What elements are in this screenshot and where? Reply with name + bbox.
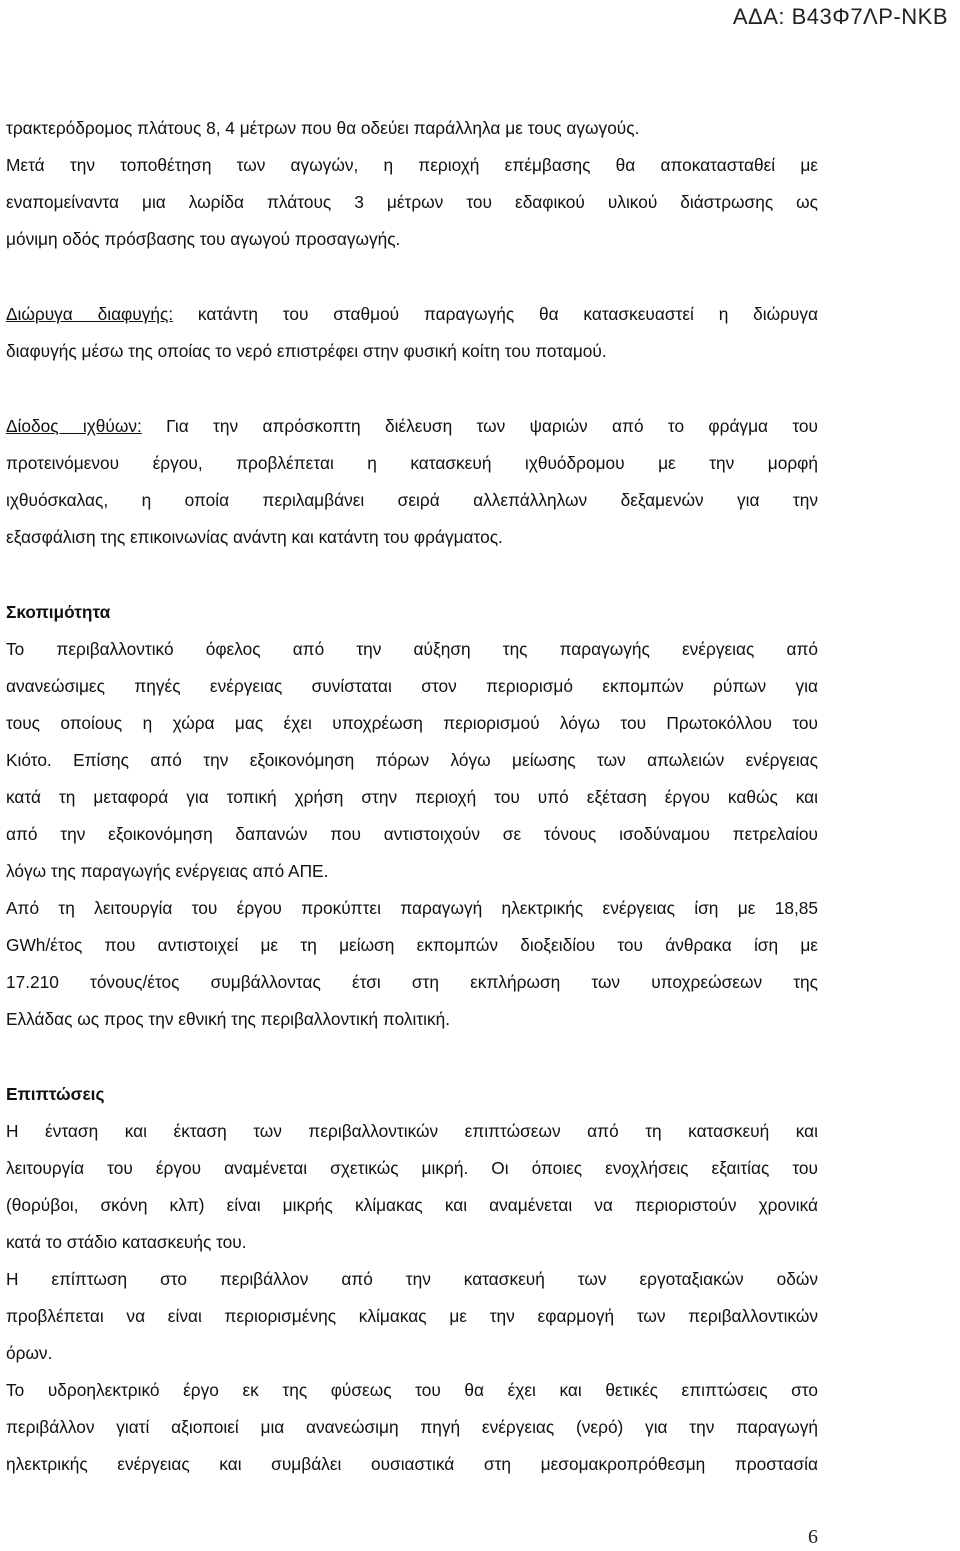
- paragraph-spacer: [6, 1038, 818, 1076]
- section-heading-epiptoseis: Επιπτώσεις: [6, 1084, 105, 1104]
- page-number: 6: [808, 1526, 818, 1548]
- paragraph-text: Για την απρόσκοπτη διέλευση των ψαριών από το φράγμα του: [141, 416, 818, 436]
- paragraph-line: εξασφάλιση της επικοινωνίας ανάντη και κατάντη του φράγματος.: [6, 527, 503, 547]
- paragraph-line: [6, 296, 818, 333]
- paragraph-line: τους οποίους η χώρα μας έχει υποχρέωση περιορισμού λόγω του Πρωτοκόλλου του: [6, 713, 818, 733]
- paragraph-line: Η ένταση και έκταση των περιβαλλοντικών επιπτώσεων από τη κατασκευή και: [6, 1121, 818, 1141]
- term-diorygа-diafygis: Διώρυγα διαφυγής:: [6, 304, 174, 324]
- paragraph-line: Μετά την τοποθέτηση των αγωγών, η περιοχή επέμβασης θα αποκατασταθεί με: [6, 155, 818, 175]
- term-diodos-ichthyon: Δίοδος ιχθύων:: [6, 416, 142, 436]
- paragraph-line: από την εξοικονόμηση δαπανών που αντιστοιχούν σε τόνους ισοδύναμου πετρελαίου: [6, 824, 818, 844]
- paragraph-line: [6, 408, 818, 445]
- paragraph-text: κατάντη του σταθμού παραγωγής θα κατασκευαστεί η διώρυγα: [173, 304, 818, 324]
- paragraph-line: εναπομείναντα μια λωρίδα πλάτους 3 μέτρων του εδαφικού υλικού διάστρωσης ως: [6, 192, 818, 212]
- paragraph-line: κατά τη μεταφορά για τοπική χρήση στην περιοχή του υπό εξέταση έργου καθώς και: [6, 787, 818, 807]
- paragraph-line: Από τη λειτουργία του έργου προκύπτει παραγωγή ηλεκτρικής ενέργειας ίση με 18,85: [6, 898, 818, 918]
- section-heading-skopimotita: Σκοπιμότητα: [6, 602, 111, 622]
- paragraph-spacer: [6, 370, 818, 408]
- paragraph-spacer: [6, 258, 818, 296]
- paragraph-line: Ελλάδας ως προς την εθνική της περιβαλλοντική πολιτική.: [6, 1009, 451, 1029]
- paragraph-line: τρακτερόδρομος πλάτους 8, 4 μέτρων που θα οδεύει παράλληλα με τους αγωγούς.: [6, 118, 640, 138]
- paragraph-line: Κιότο. Επίσης από την εξοικονόμηση πόρων λόγω μείωσης των απωλειών ενέργειας: [6, 750, 818, 770]
- paragraph-spacer: [6, 556, 818, 594]
- paragraph-line: περιβάλλον γιατί αξιοποιεί μια ανανεώσιμη πηγή ενέργειας (νερό) για την παραγωγή: [6, 1417, 818, 1437]
- paragraph-line: όρων.: [6, 1343, 53, 1363]
- paragraph-line: Το περιβαλλοντικό όφελος από την αύξηση της παραγωγής ενέργειας από: [6, 639, 818, 659]
- paragraph-line: προβλέπεται να είναι περιορισμένης κλίμακας με την εφαρμογή των περιβαλλοντικών: [6, 1306, 818, 1326]
- paragraph-line: (θορύβοι, σκόνη κλπ) είναι μικρής κλίμακας και αναμένεται να περιοριστούν χρονικά: [6, 1195, 818, 1215]
- paragraph-line: διαφυγής μέσω της οποίας το νερό επιστρέφει στην φυσική κοίτη του ποταμού.: [6, 341, 607, 361]
- paragraph-line: ηλεκτρικής ενέργειας και συμβάλει ουσιαστικά στη μεσομακροπρόθεσμη προστασία: [6, 1454, 818, 1474]
- paragraph-line: λόγω της παραγωγής ενέργειας από ΑΠΕ.: [6, 861, 329, 881]
- paragraph-line: λειτουργία του έργου αναμένεται σχετικώς μικρή. Οι όποιες ενοχλήσεις εξαιτίας του: [6, 1158, 818, 1178]
- paragraph-line: ιχθυόσκαλας, η οποία περιλαμβάνει σειρά αλλεπάλληλων δεξαμενών για την: [6, 490, 818, 510]
- paragraph-line: GWh/έτος που αντιστοιχεί με τη μείωση εκπομπών διοξειδίου του άνθρακα ίση με: [6, 935, 818, 955]
- paragraph-line: κατά το στάδιο κατασκευής του.: [6, 1232, 247, 1252]
- document-body: [6, 110, 818, 1483]
- ada-code-header: ΑΔΑ: Β43Φ7ΛΡ-ΝΚΒ: [732, 4, 948, 29]
- paragraph-line: Το υδροηλεκτρικό έργο εκ της φύσεως του θα έχει και θετικές επιπτώσεις στο: [6, 1380, 818, 1400]
- paragraph-line: μόνιμη οδός πρόσβασης του αγωγού προσαγωγής.: [6, 229, 401, 249]
- paragraph-line: 17.210 τόνους/έτος συμβάλλοντας έτσι στη εκπλήρωση των υποχρεώσεων της: [6, 972, 818, 992]
- paragraph-line: προτεινόμενου έργου, προβλέπεται η κατασκευή ιχθυόδρομου με την μορφή: [6, 453, 818, 473]
- paragraph-line: ανανεώσιμες πηγές ενέργειας συνίσταται στον περιορισμό εκπομπών ρύπων για: [6, 676, 818, 696]
- paragraph-line: Η επίπτωση στο περιβάλλον από την κατασκευή των εργοταξιακών οδών: [6, 1269, 818, 1289]
